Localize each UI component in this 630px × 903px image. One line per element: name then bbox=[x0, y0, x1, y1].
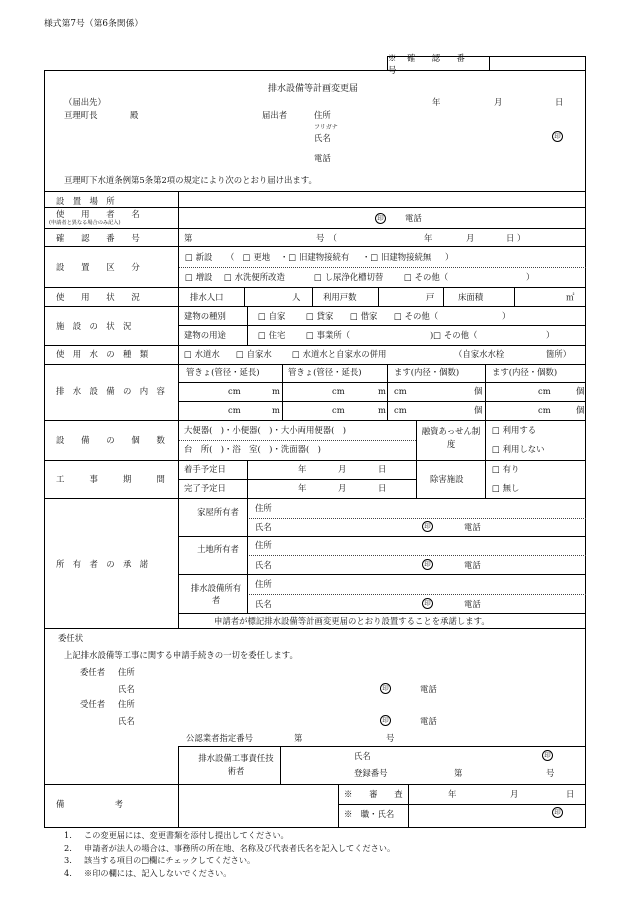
rule-h bbox=[44, 420, 586, 421]
owner-label: 所 有 者 の 承 諾 bbox=[56, 559, 149, 569]
bldg-type-label: 建物の種別 bbox=[184, 311, 226, 321]
note-text: この変更届には、変更書類を添付し提出してください。 bbox=[84, 830, 289, 840]
applicant-address-label: 住所 bbox=[314, 110, 331, 120]
loan-no-use[interactable]: □ 利用しない bbox=[492, 444, 545, 454]
rule-v bbox=[244, 287, 245, 306]
confirm-day: 日 ） bbox=[506, 233, 526, 243]
water-faucets-unit: 箇所） bbox=[546, 349, 572, 359]
staff-seal-icon: 印 bbox=[552, 807, 563, 818]
review-month: 月 bbox=[510, 789, 519, 799]
rule-v bbox=[247, 306, 248, 345]
land-owner-seal-icon: 印 bbox=[422, 559, 433, 570]
hazard-label: 除害施設 bbox=[430, 474, 464, 484]
category-other[interactable]: □ その他（ bbox=[404, 272, 449, 282]
category-label: 設 置 区 分 bbox=[56, 262, 140, 272]
drain-unit-cm: cm bbox=[394, 405, 407, 415]
applicant-furigana-label: フリガナ bbox=[314, 124, 338, 131]
user-seal-icon: 印 bbox=[375, 213, 386, 224]
drain-unit-ko: 個 bbox=[576, 386, 585, 396]
start-year: 年 bbox=[298, 464, 307, 474]
rule-h bbox=[44, 306, 586, 307]
category-add[interactable]: □ 増設 bbox=[185, 272, 213, 282]
notes bbox=[64, 829, 395, 879]
drain-unit-m: m bbox=[378, 386, 386, 396]
usage-population-unit: 人 bbox=[292, 292, 301, 302]
rule-h bbox=[44, 460, 586, 461]
intro-text: 亘理町下水道条例第5条第2項の規定により次のとおり届け出ます。 bbox=[64, 175, 317, 185]
delegator-phone: 電話 bbox=[420, 684, 437, 694]
bldg-use-house[interactable]: □ 住宅 bbox=[258, 330, 286, 340]
rule-dotted bbox=[247, 594, 586, 595]
rule-h bbox=[44, 287, 586, 288]
water-both[interactable]: □ 水道水と自家水の併用 bbox=[292, 349, 387, 359]
rule-v bbox=[247, 460, 248, 498]
rule-h bbox=[178, 479, 416, 480]
note-text: 該当する項目の□欄にチェックしてください。 bbox=[84, 855, 256, 865]
drain-head-basin-1: ます(内径・個数) bbox=[394, 367, 460, 377]
rule-dotted bbox=[178, 267, 586, 268]
drain-owner-phone: 電話 bbox=[464, 599, 481, 609]
date-month: 月 bbox=[494, 97, 503, 107]
rule-v bbox=[485, 420, 486, 498]
rule-v bbox=[443, 287, 444, 306]
delegator-address: 住所 bbox=[118, 667, 135, 677]
applicant-label: 届出者 bbox=[262, 110, 288, 120]
confirm-no-label: 確 認 番 号 bbox=[56, 233, 140, 243]
period-label: 工 事 期 間 bbox=[56, 474, 165, 484]
drain-unit-m: m bbox=[378, 405, 386, 415]
rule-v bbox=[247, 498, 248, 613]
user-phone-label: 電話 bbox=[405, 213, 422, 223]
house-owner-seal-icon: 印 bbox=[422, 521, 433, 532]
reg-go: 号 bbox=[546, 768, 555, 778]
review-label: ※ 審 査 bbox=[344, 789, 403, 799]
note-number: 4. bbox=[64, 867, 72, 878]
drain-unit-cm: cm bbox=[228, 405, 241, 415]
proxy-text: 上記排水設備等工事に関する申請手続きの一切を委任します。 bbox=[64, 650, 298, 660]
applicant-phone-label: 電話 bbox=[314, 153, 331, 163]
addressee-dono: 殿 bbox=[130, 110, 139, 120]
delegator-seal-icon: 印 bbox=[380, 683, 391, 694]
count-kitchen: 台 所( )・浴 室( )・洗面器( ) bbox=[184, 444, 321, 454]
rule-h bbox=[44, 345, 586, 346]
category-old-without[interactable]: ・□ 旧建物接続無 bbox=[362, 252, 432, 262]
licensed-no-label: 公認業者指定番号 bbox=[186, 733, 253, 743]
licensed-go: 号 bbox=[386, 733, 395, 743]
delegatee-name: 氏名 bbox=[118, 716, 135, 726]
review-box-top bbox=[338, 784, 586, 785]
usage-floor-unit: ㎡ bbox=[566, 292, 575, 302]
staff-label: ※ 職・氏名 bbox=[344, 809, 395, 819]
rule-h bbox=[44, 364, 586, 365]
end-year: 年 bbox=[298, 483, 307, 493]
user-label: 使 用 者 名 bbox=[56, 209, 140, 219]
user-note: (申請者と異なる場合のみ記入) bbox=[49, 220, 121, 226]
confirmation-number-box bbox=[387, 52, 586, 75]
delegator-label: 委任者 bbox=[80, 667, 106, 677]
owner-consent-text: 申請者が標記排水設備等計画変更届のとおり設置することを承諾します。 bbox=[214, 616, 490, 626]
drain-head-pipe-2: 管きょ(管径・延長) bbox=[288, 367, 362, 377]
category-other-close: ） bbox=[526, 272, 535, 282]
hazard-yes[interactable]: □ 有り bbox=[492, 464, 520, 474]
rule-h bbox=[44, 207, 586, 208]
review-box-left bbox=[338, 784, 339, 828]
review-year: 年 bbox=[448, 789, 457, 799]
drain-head-pipe-1: 管きょ(管径・延長) bbox=[186, 367, 260, 377]
drain-unit-ko: 個 bbox=[474, 386, 483, 396]
location-label bbox=[56, 195, 164, 207]
rule-h bbox=[338, 804, 586, 805]
house-owner-address: 住所 bbox=[255, 503, 272, 513]
water-own[interactable]: □ 自家水 bbox=[236, 349, 272, 359]
delegator-name: 氏名 bbox=[118, 684, 135, 694]
note-number: 2. bbox=[64, 842, 72, 853]
bldg-use-label: 建物の用途 bbox=[184, 330, 226, 340]
delegatee-address: 住所 bbox=[118, 699, 135, 709]
confirm-month: 月 bbox=[466, 233, 475, 243]
usage-label: 使 用 状 況 bbox=[56, 292, 140, 302]
water-tap[interactable]: □ 水道水 bbox=[184, 349, 220, 359]
location-label-text: 設 置 場 所 bbox=[56, 196, 115, 206]
rule-h bbox=[44, 191, 586, 192]
usage-floor-label: 床面積 bbox=[458, 292, 484, 302]
facility-label: 施 設 の 状 況 bbox=[56, 321, 132, 331]
note-item bbox=[64, 867, 395, 880]
addressee: 亘理町長 bbox=[64, 110, 98, 120]
usage-population-label: 排水人口 bbox=[190, 292, 224, 302]
count-label: 設 備 の 個 数 bbox=[56, 435, 165, 445]
land-owner-name: 氏名 bbox=[255, 560, 272, 570]
engineer-label: 排水設備工事責任技術者 bbox=[198, 753, 274, 776]
reg-dai: 第 bbox=[454, 768, 463, 778]
start-date-label: 着手予定日 bbox=[184, 464, 226, 474]
start-month: 月 bbox=[338, 464, 347, 474]
licensed-dai: 第 bbox=[294, 733, 303, 743]
rule-v bbox=[378, 287, 379, 306]
drain-unit-cm: cm bbox=[332, 405, 345, 415]
category-old-with[interactable]: ・□ 旧建物接続有 bbox=[280, 252, 350, 262]
usage-households-unit: 戸 bbox=[426, 292, 435, 302]
reg-no-label: 登録番号 bbox=[354, 768, 388, 778]
bldg-type-lease[interactable]: □ 借家 bbox=[350, 311, 378, 321]
bldg-use-close: ） bbox=[546, 330, 555, 340]
applicant-name-label: 氏名 bbox=[314, 133, 331, 143]
bldg-type-other[interactable]: □ その他（ bbox=[394, 311, 439, 321]
drain-unit-cm: cm bbox=[394, 386, 407, 396]
loan-label: 融資あっせん制度 bbox=[421, 426, 481, 449]
start-day: 日 bbox=[378, 464, 387, 474]
applicant-seal-icon: 印 bbox=[552, 131, 563, 142]
drain-unit-cm: cm bbox=[538, 405, 551, 415]
note-text: 申請者が法人の場合は、事務所の所在地、名称及び代表者氏名を記入してください。 bbox=[84, 842, 396, 853]
rule-v bbox=[416, 420, 417, 498]
addressee-label: （届出先） bbox=[64, 97, 106, 107]
drain-unit-cm: cm bbox=[228, 386, 241, 396]
usage-households-label: 利用戸数 bbox=[323, 292, 357, 302]
note-number: 3. bbox=[64, 855, 72, 865]
bldg-type-own[interactable]: □ 自家 bbox=[258, 311, 286, 321]
note-item bbox=[64, 854, 395, 867]
end-day: 日 bbox=[378, 483, 387, 493]
rule-h bbox=[178, 382, 586, 383]
drain-owner-seal-icon: 印 bbox=[422, 598, 433, 609]
rule-v bbox=[312, 287, 313, 306]
water-label: 使 用 水 の 種 類 bbox=[56, 349, 149, 359]
drain-unit-ko: 個 bbox=[474, 405, 483, 415]
rule-h bbox=[44, 784, 338, 785]
hazard-no[interactable]: □ 無し bbox=[492, 483, 520, 493]
end-date-label: 完了予定日 bbox=[184, 483, 226, 493]
form-number: 様式第7号（第6条関係） bbox=[44, 19, 144, 29]
rule-v bbox=[282, 364, 283, 420]
rule-h bbox=[44, 246, 586, 247]
rule-h bbox=[44, 228, 586, 229]
land-owner-phone: 電話 bbox=[464, 560, 481, 570]
bldg-use-other[interactable]: )□ その他（ bbox=[430, 330, 478, 340]
loan-use[interactable]: □ 利用する bbox=[492, 425, 537, 435]
delegatee-seal-icon: 印 bbox=[380, 715, 391, 726]
water-faucets-label: （自家水水栓 bbox=[454, 349, 505, 359]
rule-dotted bbox=[247, 555, 586, 556]
rule-v bbox=[485, 364, 486, 420]
rule-dotted bbox=[178, 440, 416, 441]
rule-h bbox=[44, 628, 586, 629]
category-vacant[interactable]: （ □ 更地 bbox=[226, 252, 271, 262]
rule-v bbox=[178, 746, 179, 828]
rule-dotted bbox=[247, 518, 586, 519]
category-new[interactable]: □ 新設 bbox=[185, 252, 213, 262]
rule-h bbox=[178, 613, 586, 614]
drain-unit-cm: cm bbox=[332, 386, 345, 396]
confirmation-number-label: ※ 確 認 番 号 bbox=[388, 57, 490, 70]
rule-h bbox=[44, 498, 586, 499]
drain-owner-address: 住所 bbox=[255, 579, 272, 589]
bldg-type-close: ） bbox=[502, 311, 511, 321]
bldg-type-rent[interactable]: □ 貸家 bbox=[306, 311, 334, 321]
drain-unit-cm: cm bbox=[538, 386, 551, 396]
category-toilet[interactable]: □ 水洗便所改造 bbox=[224, 272, 285, 282]
date-day: 日 bbox=[555, 97, 564, 107]
confirm-dai: 第 bbox=[184, 233, 193, 243]
category-paren-close: ） bbox=[445, 252, 454, 262]
delegatee-phone: 電話 bbox=[420, 716, 437, 726]
land-owner-address: 住所 bbox=[255, 540, 272, 550]
rule-h bbox=[178, 401, 586, 402]
note-item bbox=[64, 842, 395, 855]
drain-unit-ko: 個 bbox=[576, 405, 585, 415]
category-septic[interactable]: □ し尿浄化槽切替 bbox=[314, 272, 384, 282]
rule-h bbox=[178, 574, 586, 575]
drain-owner-label: 排水設備所有者 bbox=[190, 583, 242, 605]
house-owner-name: 氏名 bbox=[255, 522, 272, 532]
land-owner-label: 土地所有者 bbox=[197, 544, 239, 554]
count-toilets: 大便器( )・小便器( )・大小両用便器( ) bbox=[184, 425, 346, 435]
rule-h bbox=[178, 325, 586, 326]
engineer-name: 氏名 bbox=[354, 751, 371, 761]
drain-owner-name: 氏名 bbox=[255, 599, 272, 609]
end-month: 月 bbox=[338, 483, 347, 493]
rule-v bbox=[408, 784, 409, 828]
drain-unit-m: m bbox=[272, 405, 280, 415]
engineer-seal-icon: 印 bbox=[542, 750, 553, 761]
confirm-year: 年 bbox=[424, 233, 433, 243]
bldg-use-office[interactable]: □ 事業所（ bbox=[306, 330, 351, 340]
delegatee-label: 受任者 bbox=[80, 699, 106, 709]
rule-h bbox=[178, 746, 586, 747]
form-title: 排水設備等計画変更届 bbox=[268, 84, 359, 94]
note-number: 1. bbox=[64, 830, 72, 840]
remarks-label: 備 考 bbox=[56, 799, 123, 809]
date-year: 年 bbox=[432, 97, 441, 107]
rule-v bbox=[280, 746, 281, 784]
note-item bbox=[64, 829, 395, 842]
rule-v bbox=[514, 287, 515, 306]
note-text: ※印の欄には、記入しないでください。 bbox=[84, 867, 232, 878]
drain-label: 排 水 設 備 の 内 容 bbox=[56, 386, 165, 396]
house-owner-phone: 電話 bbox=[464, 522, 481, 532]
drain-head-basin-2: ます(内径・個数) bbox=[492, 367, 558, 377]
rule-v bbox=[387, 364, 388, 420]
drain-unit-m: m bbox=[272, 386, 280, 396]
proxy-title: 委任状 bbox=[58, 633, 84, 643]
rule-v bbox=[178, 191, 179, 628]
confirm-go: 号 （ bbox=[316, 233, 337, 243]
house-owner-label: 家屋所有者 bbox=[197, 507, 239, 517]
confirmation-number-field[interactable] bbox=[490, 57, 585, 70]
review-day: 日 bbox=[566, 789, 575, 799]
rule-h bbox=[178, 536, 586, 537]
